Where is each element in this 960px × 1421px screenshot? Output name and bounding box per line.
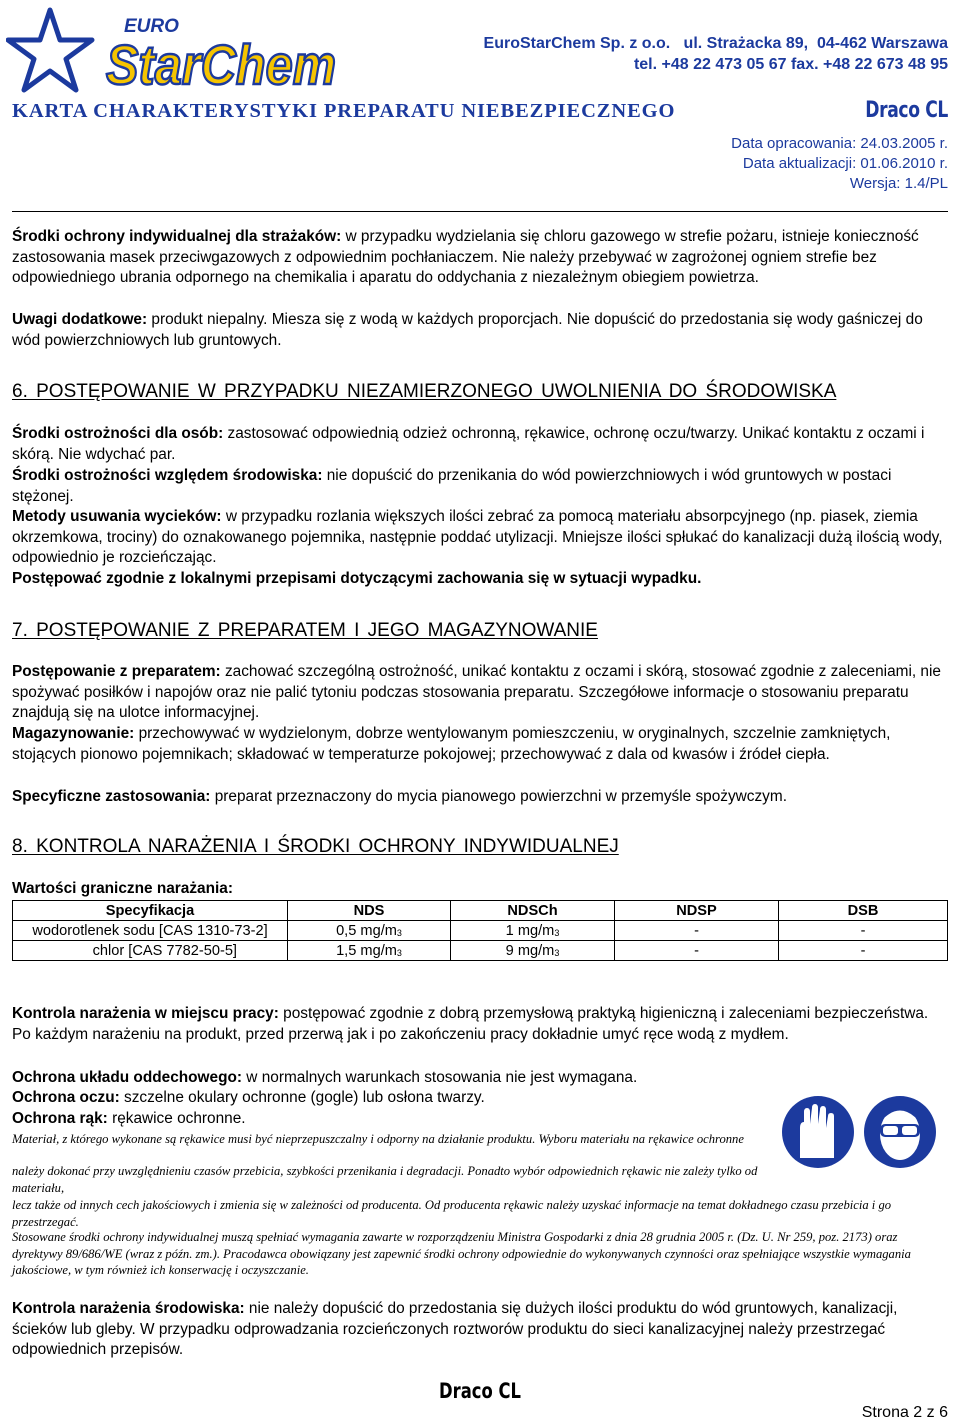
paragraph-label: Ochrona układu oddechowego: bbox=[12, 1069, 243, 1086]
version: Wersja: 1.4/PL bbox=[849, 175, 948, 192]
svg-text:StarChem: StarChem bbox=[106, 33, 336, 96]
paragraph-text: produkt niepalny. Miesza się z wodą w każdych proporcjach. Nie dopuścić do przedostania się wody gaśniczej do wód powierzchniowych lub gruntowych. bbox=[12, 311, 923, 349]
page-header bbox=[0, 0, 960, 200]
paragraph-label: Magazynowanie: bbox=[12, 725, 135, 742]
s6-cleanup-methods bbox=[12, 507, 950, 569]
paragraph-label: Środki ostrożności względem środowiska: bbox=[12, 467, 323, 484]
company-address: EuroStarChem Sp. z o.o. ul. Strażacka 89, 04-462 Warszawa bbox=[483, 35, 948, 52]
table-cell: 9 $mg/m_3$ bbox=[451, 941, 615, 961]
table-cell: - bbox=[779, 921, 948, 941]
column-header: NDS bbox=[288, 901, 451, 921]
document-dates bbox=[731, 134, 948, 194]
date-created: Data opracowania: 24.03.2005 r. bbox=[731, 135, 948, 152]
table-cell: 1,5 $mg/m_3$ bbox=[288, 941, 451, 961]
gloves-icon bbox=[782, 1096, 854, 1168]
paragraph-text: postępować zgodnie z dobrą przemysłową praktyką higieniczną i zaleceniami bezpieczeństwa. Po każdym narażeniu na produkt, przed przerwą jak i po zakończeniu pracy dokładnie umyć ręce wodą z mydłem. bbox=[12, 1005, 929, 1043]
star-logo-icon bbox=[8, 10, 92, 90]
table-cell: 0,5 $mg/m_3$ bbox=[288, 921, 451, 941]
paragraph-label: Ochrona oczu: bbox=[12, 1089, 120, 1106]
exposure-limits-title: Wartości graniczne narażania: bbox=[12, 880, 233, 897]
exposure-limits-table bbox=[12, 900, 948, 961]
s6-personal-precautions bbox=[12, 424, 950, 465]
ppe-pictograms bbox=[780, 1094, 940, 1172]
s6-local-regulations: Postępować zgodnie z lokalnymi przepisami dotyczącymi zachowania się w sytuacji wypadku. bbox=[12, 570, 702, 587]
company-logo bbox=[6, 6, 346, 98]
respiratory-protection bbox=[12, 1068, 950, 1089]
paragraph-label: Środki ostrożności dla osób: bbox=[12, 425, 224, 442]
table-cell: 1 $mg/m_3$ bbox=[451, 921, 615, 941]
workplace-exposure-control bbox=[12, 1004, 950, 1045]
firefighter-ppe-paragraph bbox=[12, 227, 950, 289]
table-cell: - bbox=[615, 921, 779, 941]
column-header: NDSP bbox=[615, 901, 779, 921]
additional-notes-paragraph bbox=[12, 310, 950, 351]
paragraph-label: Środki ochrony indywidualnej dla strażaków: bbox=[12, 228, 342, 245]
paragraph-text: preparat przeznaczony do mycia pianowego powierzchni w przemyśle spożywczym. bbox=[210, 788, 787, 805]
paragraph-label: Kontrola narażenia środowiska: bbox=[12, 1300, 245, 1317]
footer-product-name: Draco CL bbox=[439, 1379, 521, 1403]
paragraph-text: przechowywać w wydzielonym, dobrze wentylowanym pomieszczeniu, w oryginalnych, szczelnie zamkniętych, stojących pionowo pojemnikach; składować w temperaturze pokojowej; przechowywać z dala od kwasów i źródeł ciepła. bbox=[12, 725, 891, 763]
company-phone: tel. +48 22 473 05 67 fax. +48 22 673 48 95 bbox=[633, 56, 948, 73]
paragraph-label: Kontrola narażenia w miejscu pracy: bbox=[12, 1005, 279, 1022]
paragraph-text: nie dopuścić do przenikania do wód powierzchniowych i wód gruntowych w postaci stężonej. bbox=[12, 467, 892, 505]
paragraph-text: w przypadku wydzielania się chloru gazowego w strefie pożaru, istnieje konieczność zastosowania masek przeciwgazowych z odpowiednim pochłaniaczem. Nie należy przebywać w zagrożonej ogniem strefie bez odpowiedniego ubrania odpornego na chemikalia i aparatu do oddychania z niezależnym obiegiem powietrza. bbox=[12, 228, 919, 287]
glove-note-1: Materiał, z którego wykonane są rękawice musi być nieprzepuszczalny i odporny na działanie produktu. Wyboru materiału na rękawice ochronne bbox=[12, 1132, 744, 1146]
section-7-heading: 7. POSTĘPOWANIE Z PREPARATEM I JEGO MAGAZYNOWANIE bbox=[12, 620, 598, 641]
table-cell: - bbox=[615, 941, 779, 961]
paragraph-text: rękawice ochronne. bbox=[107, 1110, 246, 1127]
paragraph-text: zachować szczególną ostrożność, unikać kontaktu z oczami i skórą, stosować zgodnie z zaleceniami, nie spożywać posiłków i napojów oraz nie palić tytoniu podczas stosowania preparatu. Szczegółowe informacje o stosowaniu preparatu znajdują się na ulotce informacyjnej. bbox=[12, 663, 941, 722]
document-title: KARTA CHARAKTERYSTYKI PREPARATU NIEBEZPIECZNEGO bbox=[12, 100, 676, 122]
column-header: DSB bbox=[779, 901, 948, 921]
s7-storage bbox=[12, 724, 950, 765]
table-cell: wodorotlenek sodu [CAS 1310-73-2] bbox=[13, 921, 288, 941]
paragraph-label: Specyficzne zastosowania: bbox=[12, 788, 211, 805]
s6-environmental-precautions bbox=[12, 466, 950, 507]
table-cell: - bbox=[779, 941, 948, 961]
section-8-heading: 8. KONTROLA NARAŻENIA I ŚRODKI OCHRONY INDYWIDUALNEJ bbox=[12, 836, 619, 857]
table-row bbox=[13, 941, 948, 961]
glove-note-3: lecz także od innych cech jakościowych i zmienia się w zależności od producenta. Od producenta rękawic należy uzyskać informacje na temat dokładnego czasu przebicia i go przestrzegać. bbox=[12, 1198, 892, 1229]
section-6-heading: 6. POSTĘPOWANIE W PRZYPADKU NIEZAMIERZONEGO UWOLNIENIA DO ŚRODOWISKA bbox=[12, 381, 837, 402]
paragraph-text: zastosować odpowiednią odzież ochronną, rękawice, ochronę oczu/twarzy. Unikać kontaktu z oczami i skórą. Nie wdychać par. bbox=[12, 425, 925, 463]
paragraph-text: w przypadku rozlania większych ilości zebrać za pomocą materiału absorpcyjnego (np. piasek, ziemia okrzemkowa, trociny) do oznakowanego pojemnika, następnie poddać utylizacji. Mniejsze ilości spłukać do kanalizacji dużą ilością wody, odpowiednio je rozcieńczając. bbox=[12, 508, 943, 567]
paragraph-label: Uwagi dodatkowe: bbox=[12, 311, 148, 328]
page-number: Strona 2 z 6 bbox=[861, 1404, 948, 1421]
environmental-exposure-control bbox=[12, 1299, 950, 1361]
s7-specific-uses bbox=[12, 787, 950, 808]
paragraph-label: Metody usuwania wycieków: bbox=[12, 508, 222, 525]
table-cell: chlor [CAS 7782-50-5] bbox=[13, 941, 288, 961]
paragraph-text: nie należy dopuścić do przedostania się dużych ilości produktu do wód gruntowych, kanalizacji, ścieków lub gleby. W przypadku odprowadzania rozcieńczonych roztworów produktu do sieci kanalizacyjnej należy przestrzegać odpowiednich przepisów. bbox=[12, 1300, 898, 1359]
goggles-face-icon bbox=[864, 1096, 936, 1168]
glove-note-2: należy dokonać przy uwzględnieniu czasów przebicia, szybkości przenikania i degradacji. Ponadto wybór odpowiednich rękawic nie zależy tylko od materiału, bbox=[12, 1164, 758, 1195]
paragraph-label: Postępowanie z preparatem: bbox=[12, 663, 221, 680]
paragraph-text: szczelne okulary ochronne (gogle) lub osłona twarzy. bbox=[119, 1089, 485, 1106]
regulation-note: Stosowane środki ochrony indywidualnej muszą spełniać wymagania zawarte w rozporządzeniu Ministra Gospodarki z dnia 28 grudnia 2005 r. (Dz. U. Nr 259, poz. 2173) oraz dyrektywy 89/686/WE (wraz z późn. zm.). Pracodawca obowiązany jest zapewnić środki ochrony odpowiednie do wykonywanych czynności oraz spełniające wszystkie wymagania jakościowe, w tym również ich konserwację i oczyszczanie. bbox=[12, 1230, 911, 1277]
date-updated: Data aktualizacji: 01.06.2010 r. bbox=[742, 155, 948, 172]
table-header-row bbox=[13, 901, 948, 921]
company-info bbox=[484, 33, 948, 75]
svg-text:EURO: EURO bbox=[124, 16, 179, 37]
product-name: Draco CL bbox=[865, 98, 948, 123]
paragraph-label: Ochrona rąk: bbox=[12, 1110, 108, 1127]
column-header: NDSCh bbox=[451, 901, 615, 921]
s7-handling bbox=[12, 662, 950, 724]
column-header: Specyfikacja bbox=[13, 901, 288, 921]
table-row bbox=[13, 921, 948, 941]
header-divider bbox=[12, 211, 948, 212]
paragraph-text: w normalnych warunkach stosowania nie jest wymagana. bbox=[242, 1069, 638, 1086]
